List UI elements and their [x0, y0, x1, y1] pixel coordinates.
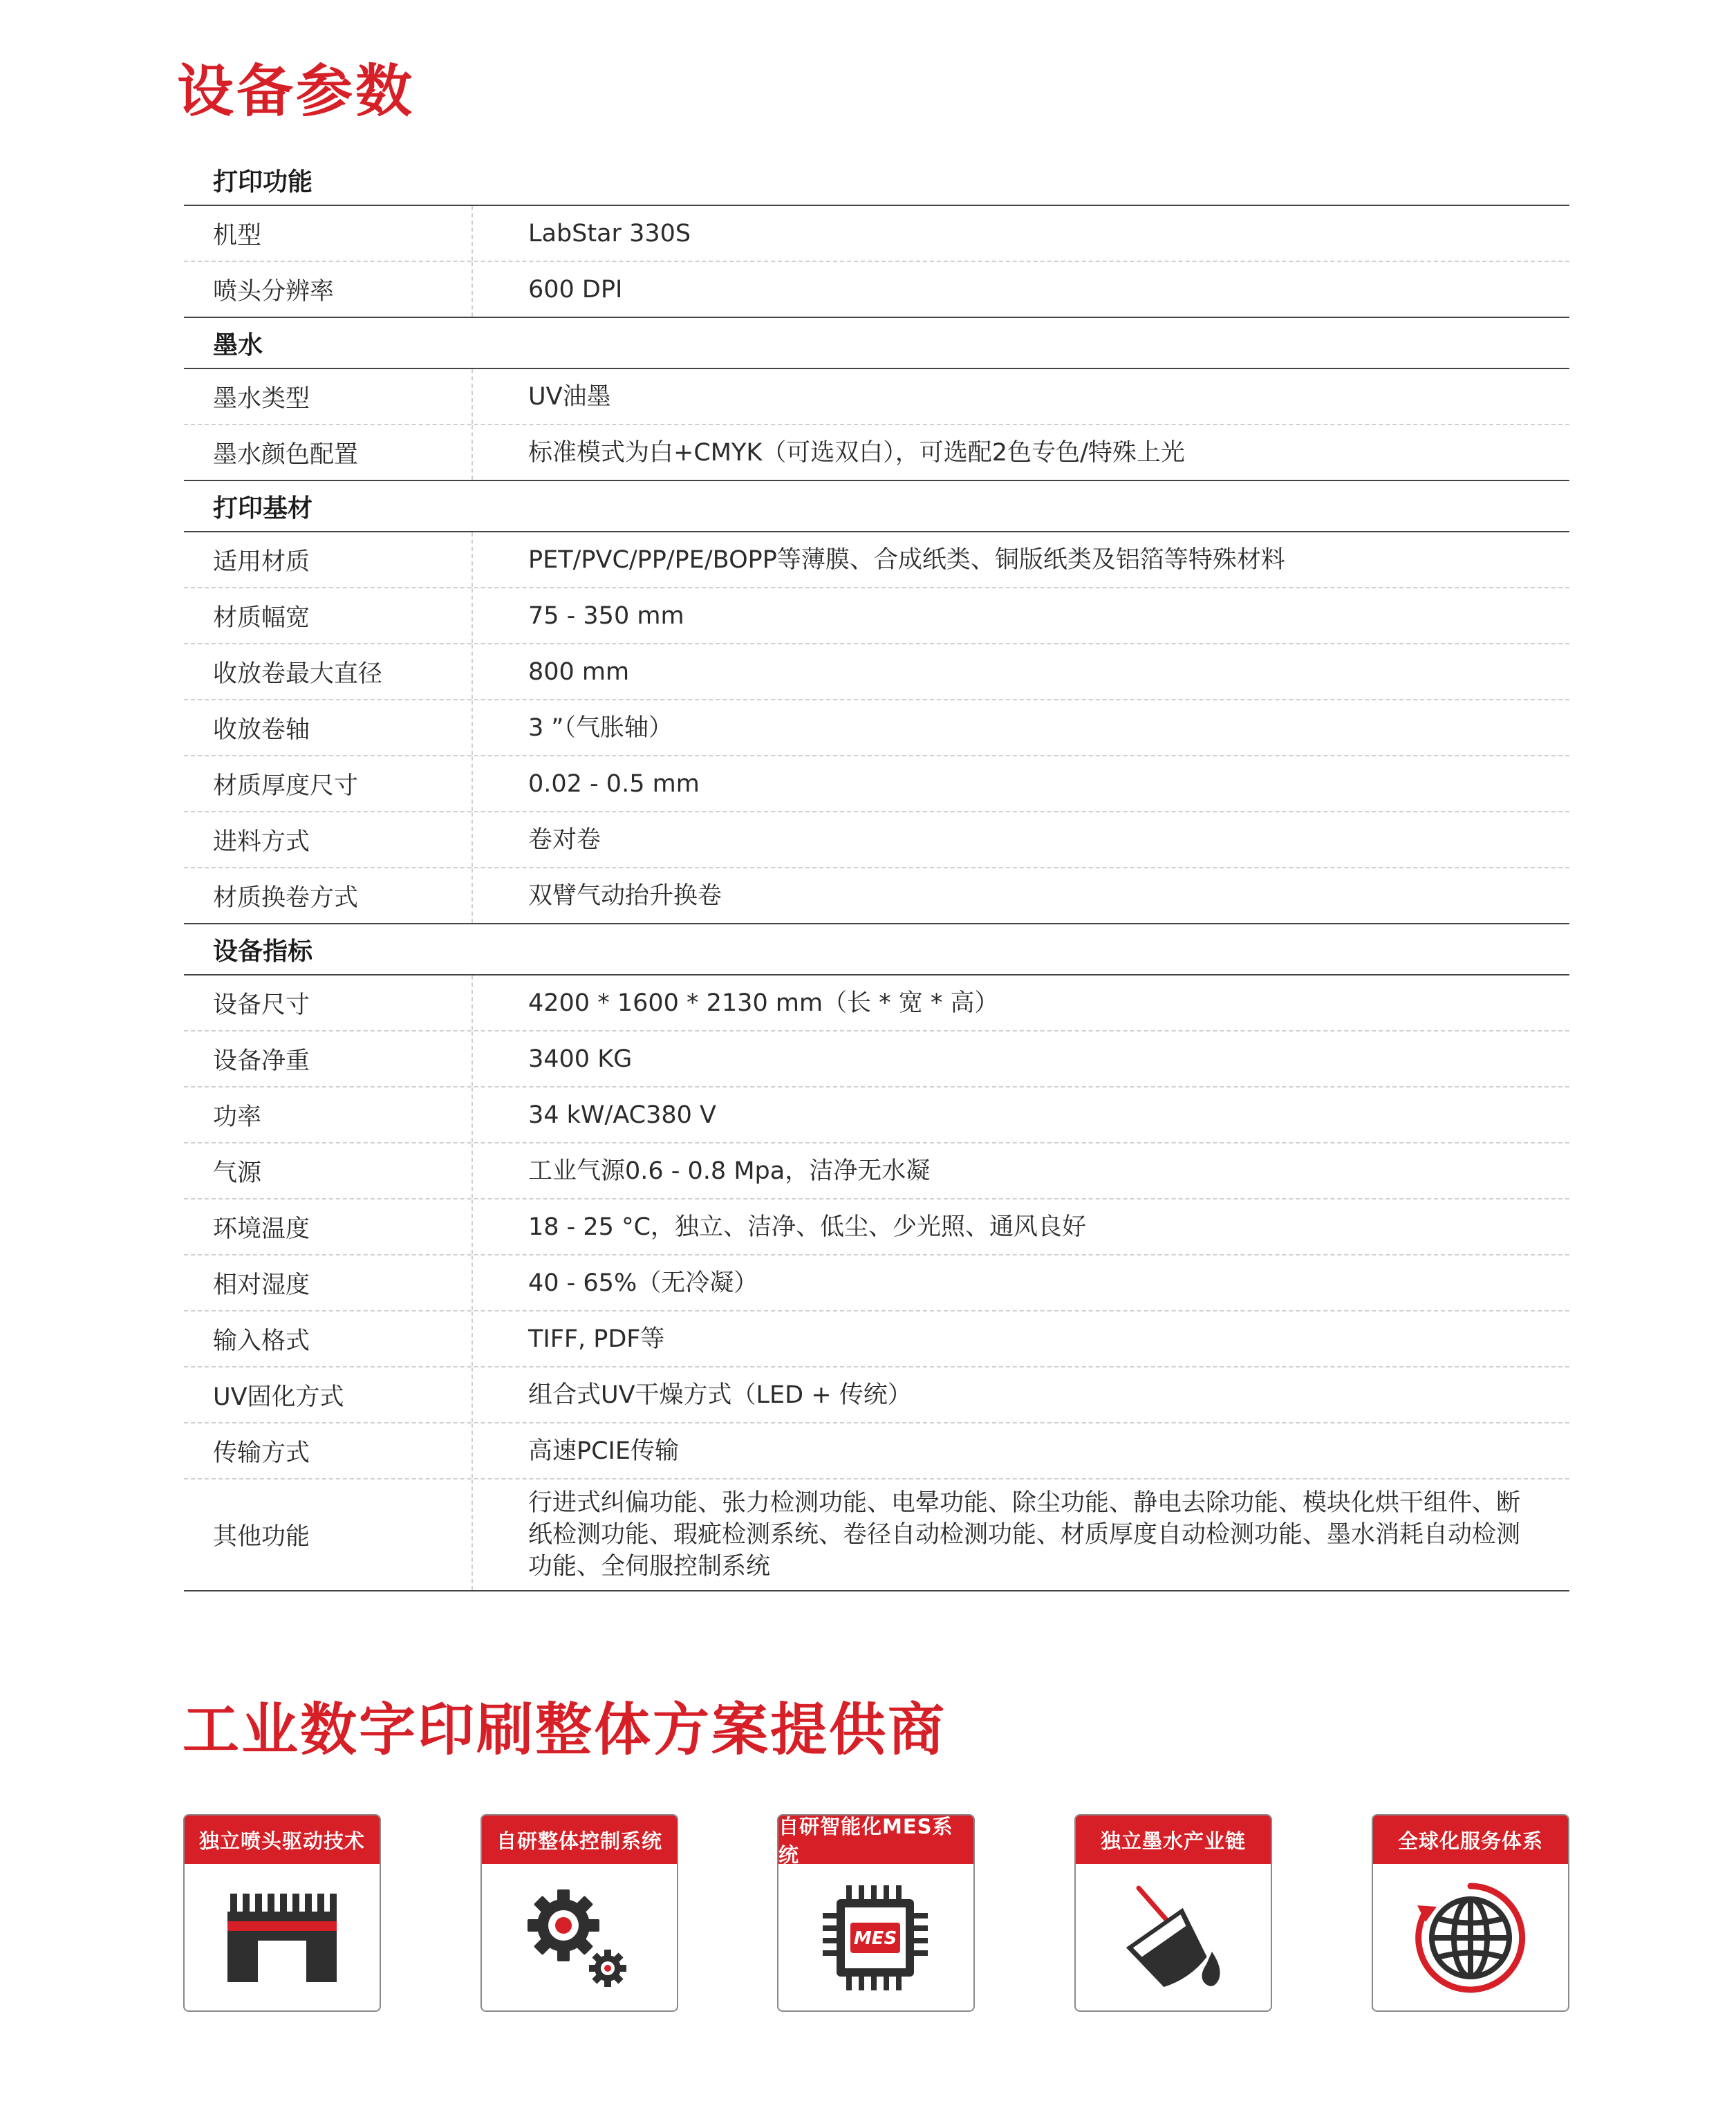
spec-value: 3400 KG: [528, 1045, 633, 1073]
spec-value: PET/PVC/PP/PE/BOPP等薄膜、合成纸类、铜版纸类及铝箔等特殊材料: [528, 545, 1285, 574]
spec-value: 0.02 - 0.5 mm: [528, 769, 700, 798]
feature-card: [480, 1814, 678, 2012]
spec-row: [184, 700, 1569, 756]
spec-label: 设备净重: [184, 1031, 473, 1086]
spec-row: [184, 206, 1569, 262]
globe-icon: [1412, 1879, 1529, 1997]
spec-row: [184, 1479, 1569, 1591]
spec-label: 材质幅宽: [184, 588, 473, 643]
spec-row: [184, 644, 1569, 700]
spec-row: [184, 1199, 1569, 1255]
spec-row: [184, 588, 1569, 644]
spec-value: 4200 * 1600 * 2130 mm（长 * 宽 * 高）: [528, 989, 999, 1017]
mes-chip-label: MES: [853, 1928, 897, 1949]
spec-value: 800 mm: [528, 657, 630, 686]
section-heading-substrate: 打印基材: [184, 481, 1569, 532]
spec-label: 墨水类型: [184, 369, 473, 424]
spec-row: [184, 1087, 1569, 1143]
spec-label: 机型: [184, 206, 473, 261]
spec-row: [184, 812, 1569, 868]
spec-value: 18 - 25 °C，独立、洁净、低尘、少光照、通风良好: [528, 1213, 1087, 1241]
section-heading-print-function: 打印功能: [184, 155, 1569, 206]
spec-row: [184, 532, 1569, 588]
spec-label: 墨水颜色配置: [184, 425, 473, 480]
spec-row: [184, 262, 1569, 318]
spec-row: [184, 1311, 1569, 1367]
feature-card: [777, 1814, 975, 2012]
spec-value: 标准模式为白+CMYK（可选双白），可选配2色专色/特殊上光: [528, 438, 1185, 467]
spec-value: 3 ”（气胀轴）: [528, 713, 673, 742]
spec-label: 进料方式: [184, 812, 473, 867]
spec-label: 相对湿度: [184, 1255, 473, 1310]
feature-title: 全球化服务体系: [1373, 1815, 1568, 1864]
printhead-icon: [223, 1889, 341, 1986]
gears-icon: [521, 1883, 638, 1993]
spec-label: 传输方式: [184, 1423, 473, 1478]
spec-value: 工业气源0.6 - 0.8 Mpa，洁净无水凝: [528, 1157, 931, 1185]
spec-label: 材质换卷方式: [184, 868, 473, 923]
spec-row: [184, 1031, 1569, 1087]
spec-value: 高速PCIE传输: [528, 1437, 679, 1465]
spec-value: 34 kW/AC380 V: [528, 1101, 716, 1129]
spec-label: 喷头分辨率: [184, 262, 473, 317]
feature-card: [1074, 1814, 1272, 2012]
feature-title: 自研智能化MES系统: [778, 1815, 973, 1864]
feature-title: 自研整体控制系统: [482, 1815, 677, 1864]
spec-row: [184, 868, 1569, 924]
ink-bucket-icon: [1111, 1883, 1235, 1993]
spec-value: 组合式UV干燥方式（LED + 传统）: [528, 1381, 912, 1409]
section-heading-equipment-specs: 设备指标: [184, 924, 1569, 975]
feature-title: 独立喷头驱动技术: [185, 1815, 380, 1864]
spec-label: 其他功能: [184, 1479, 473, 1590]
spec-label: 收放卷轴: [184, 700, 473, 755]
spec-value: 75 - 350 mm: [528, 601, 684, 630]
spec-row: [184, 1423, 1569, 1479]
mes-chip-icon: [817, 1883, 935, 1993]
spec-row: [184, 1143, 1569, 1199]
spec-row: [184, 756, 1569, 812]
spec-label: 环境温度: [184, 1199, 473, 1254]
spec-label: 输入格式: [184, 1311, 473, 1366]
spec-row: [184, 425, 1569, 481]
spec-label: 收放卷最大直径: [184, 644, 473, 699]
feature-title: 独立墨水产业链: [1076, 1815, 1271, 1864]
spec-value: 40 - 65%（无冷凝）: [528, 1269, 758, 1297]
spec-label: 材质厚度尺寸: [184, 756, 473, 811]
spec-row: [184, 1255, 1569, 1311]
spec-value: TIFF, PDF等: [528, 1325, 665, 1353]
page-title: 设备参数: [177, 59, 416, 124]
feature-card: [1372, 1814, 1569, 2012]
spec-value: 600 DPI: [528, 275, 623, 304]
spec-value: LabStar 330S: [528, 219, 691, 248]
slogan-heading: 工业数字印刷整体方案提供商: [183, 1697, 947, 1763]
feature-cards: [183, 1814, 1569, 2013]
spec-value: 卷对卷: [528, 825, 601, 854]
feature-card: [183, 1814, 381, 2012]
spec-label: 设备尺寸: [184, 975, 473, 1030]
spec-value: UV油墨: [528, 382, 611, 411]
spec-value: 行进式纠偏功能、张力检测功能、电晕功能、除尘功能、静电去除功能、模块化烘干组件、断纸检测功能、瑕疵检测系统、卷径自动检测功能、材质厚度自动检测功能、墨水消耗自动检测功能、全伺服控制系统: [528, 1489, 1521, 1580]
section-heading-ink: 墨水: [184, 318, 1569, 369]
spec-row: [184, 1367, 1569, 1423]
spec-value: 双臂气动抬升换卷: [528, 881, 722, 910]
spec-label: 功率: [184, 1087, 473, 1142]
spec-label: UV固化方式: [184, 1367, 473, 1422]
spec-row: [184, 369, 1569, 425]
spec-table: [184, 155, 1569, 1591]
spec-label: 适用材质: [184, 532, 473, 587]
spec-row: [184, 975, 1569, 1031]
spec-label: 气源: [184, 1143, 473, 1198]
